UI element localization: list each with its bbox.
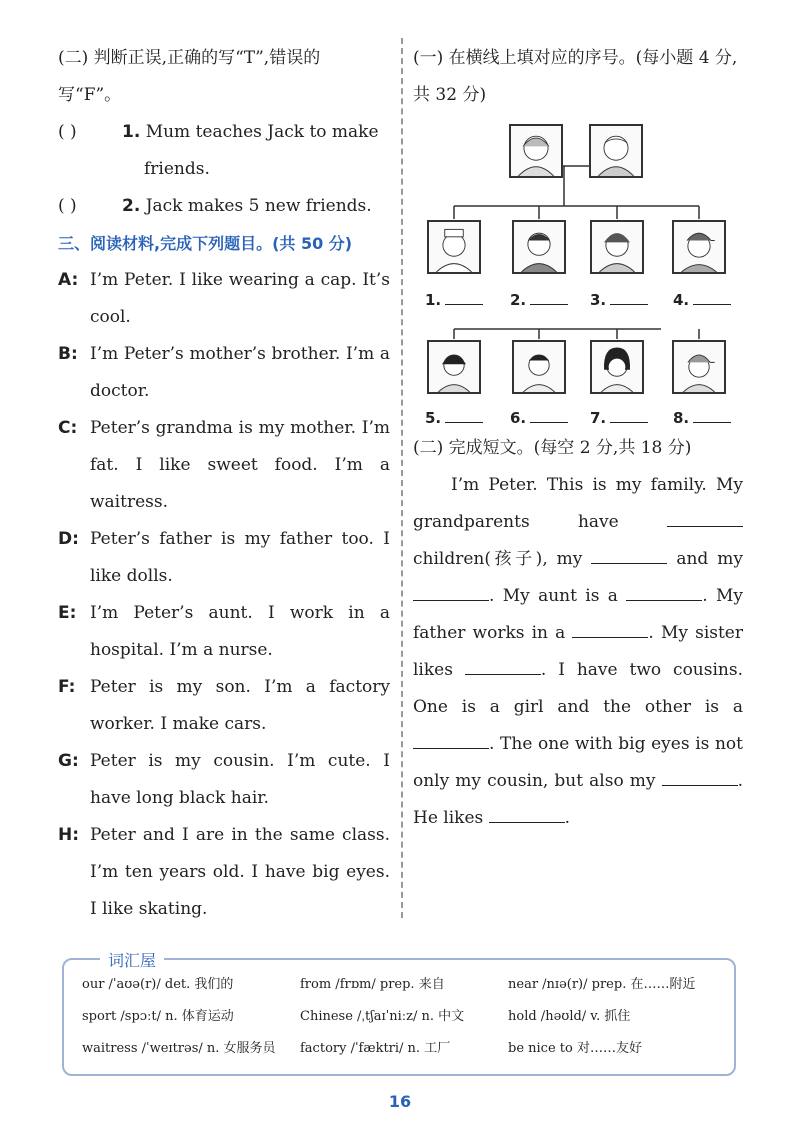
passage-text: . I have two cousins. One is a girl and the other is a <box>413 660 743 717</box>
reading-item: C: Peter’s grandma is my mother. I’m fat. I like sweet food. I’m a waitress. <box>58 418 390 512</box>
answer-blank[interactable] <box>610 408 648 423</box>
answer-blank[interactable] <box>662 769 738 786</box>
answer-blank[interactable] <box>530 408 568 423</box>
reading-item: F: Peter is my son. I’m a factory worker. I make cars. <box>58 677 390 734</box>
vocab-grid <box>82 975 732 1059</box>
right-column <box>413 40 743 837</box>
woman-portrait <box>590 220 644 274</box>
vocab-entry: near /nɪə(r)/ prep. 在……附近 <box>508 977 696 992</box>
tree-label-3: 3. <box>590 290 648 309</box>
vocab-entry: our /ˈaʊə(r)/ det. 我们的 <box>82 977 234 992</box>
vocab-entry: hold /həʊld/ v. 抓住 <box>508 1009 631 1024</box>
vocab-entry: Chinese /ˌtʃaɪˈniːz/ n. 中文 <box>300 1009 465 1024</box>
answer-blank[interactable] <box>572 621 648 638</box>
man-cap-portrait <box>672 220 726 274</box>
tree-label-7: 7. <box>590 408 648 427</box>
page-number: 16 <box>388 1092 412 1111</box>
vocab-entry: factory /ˈfæktri/ n. 工厂 <box>300 1041 451 1056</box>
answer-blank[interactable] <box>445 290 483 305</box>
reading-item: H: Peter and I are in the same class. I’m ten years old. I have big eyes. I like skating. <box>58 825 390 919</box>
part2-heading: (二) 完成短文。(每空 2 分,共 18 分) <box>413 438 692 458</box>
vocab-entry: be nice to 对……友好 <box>508 1041 642 1056</box>
answer-paren[interactable]: ( ) <box>58 122 77 142</box>
answer-blank[interactable] <box>693 408 731 423</box>
girl-braids-portrait <box>427 340 481 394</box>
passage-text: . The one with big eyes is not only my cousin, but also my <box>413 734 743 791</box>
tf-question-1: ( ) 1. Mum teaches Jack to make friends. <box>58 114 390 188</box>
answer-paren[interactable]: ( ) <box>58 196 77 216</box>
vocab-entry: sport /spɔːt/ n. 体育运动 <box>82 1009 234 1024</box>
tree-label-5: 5. <box>425 408 483 427</box>
passage-text: I’m Peter. This is my family. My grandparents have <box>413 475 743 532</box>
left-column <box>58 40 390 928</box>
answer-blank[interactable] <box>413 732 489 749</box>
section2-heading: (二) 判断正误,正确的写“T”,错误的 写“F”。 <box>58 48 321 105</box>
answer-blank[interactable] <box>413 584 489 601</box>
answer-blank[interactable] <box>626 584 702 601</box>
tree-label-1: 1. <box>425 290 483 309</box>
column-divider <box>401 38 403 918</box>
answer-blank[interactable] <box>465 658 541 675</box>
reading-item: B: I’m Peter’s mother’s brother. I’m a doctor. <box>58 344 390 401</box>
nurse-portrait <box>427 220 481 274</box>
tree-label-2: 2. <box>510 290 568 309</box>
vocab-title: 词汇屋 <box>100 948 164 971</box>
reading-item: D: Peter’s father is my father too. I like dolls. <box>58 529 390 586</box>
reading-item: G: Peter is my cousin. I’m cute. I have long black hair. <box>58 751 390 808</box>
tree-label-8: 8. <box>673 408 731 427</box>
passage-text: . My aunt is a <box>489 586 627 606</box>
cloze-passage <box>413 467 743 837</box>
answer-blank[interactable] <box>445 408 483 423</box>
answer-blank[interactable] <box>693 290 731 305</box>
answer-blank[interactable] <box>610 290 648 305</box>
passage-text: children(孩子), my <box>413 549 592 569</box>
answer-blank[interactable] <box>667 510 743 527</box>
boy-portrait <box>512 340 566 394</box>
grandmother-portrait <box>509 124 563 178</box>
answer-blank[interactable] <box>530 290 568 305</box>
reading-item: A: I’m Peter. I like wearing a cap. It’s cool. <box>58 270 390 327</box>
vocab-entry: from /frɒm/ prep. 来自 <box>300 977 445 992</box>
passage-text: . <box>564 808 571 828</box>
passage-text: . My father works in a <box>413 586 743 643</box>
tf-question-2: ( ) 2. Jack makes 5 new friends. <box>58 188 390 225</box>
answer-blank[interactable] <box>591 547 667 564</box>
reading-items <box>58 262 390 928</box>
vocab-entry: waitress /ˈweɪtrəs/ n. 女服务员 <box>82 1041 276 1056</box>
answer-blank[interactable] <box>489 806 565 823</box>
girl-bob-portrait <box>590 340 644 394</box>
section3-heading: 三、阅读材料,完成下列题目。(共 50 分) <box>58 234 353 253</box>
man-suit-portrait <box>512 220 566 274</box>
passage-text: . He likes <box>413 771 743 828</box>
tree-label-4: 4. <box>673 290 731 309</box>
part1-heading: (一) 在横线上填对应的序号。(每小题 4 分,共 32 分) <box>413 48 738 105</box>
grandfather-portrait <box>589 124 643 178</box>
passage-text: . My sister likes <box>413 623 743 680</box>
boy-cap-portrait <box>672 340 726 394</box>
passage-text: and my <box>667 549 743 569</box>
reading-item: E: I’m Peter’s aunt. I work in a hospital. I’m a nurse. <box>58 603 390 660</box>
tree-label-6: 6. <box>510 408 568 427</box>
family-tree <box>413 124 743 427</box>
